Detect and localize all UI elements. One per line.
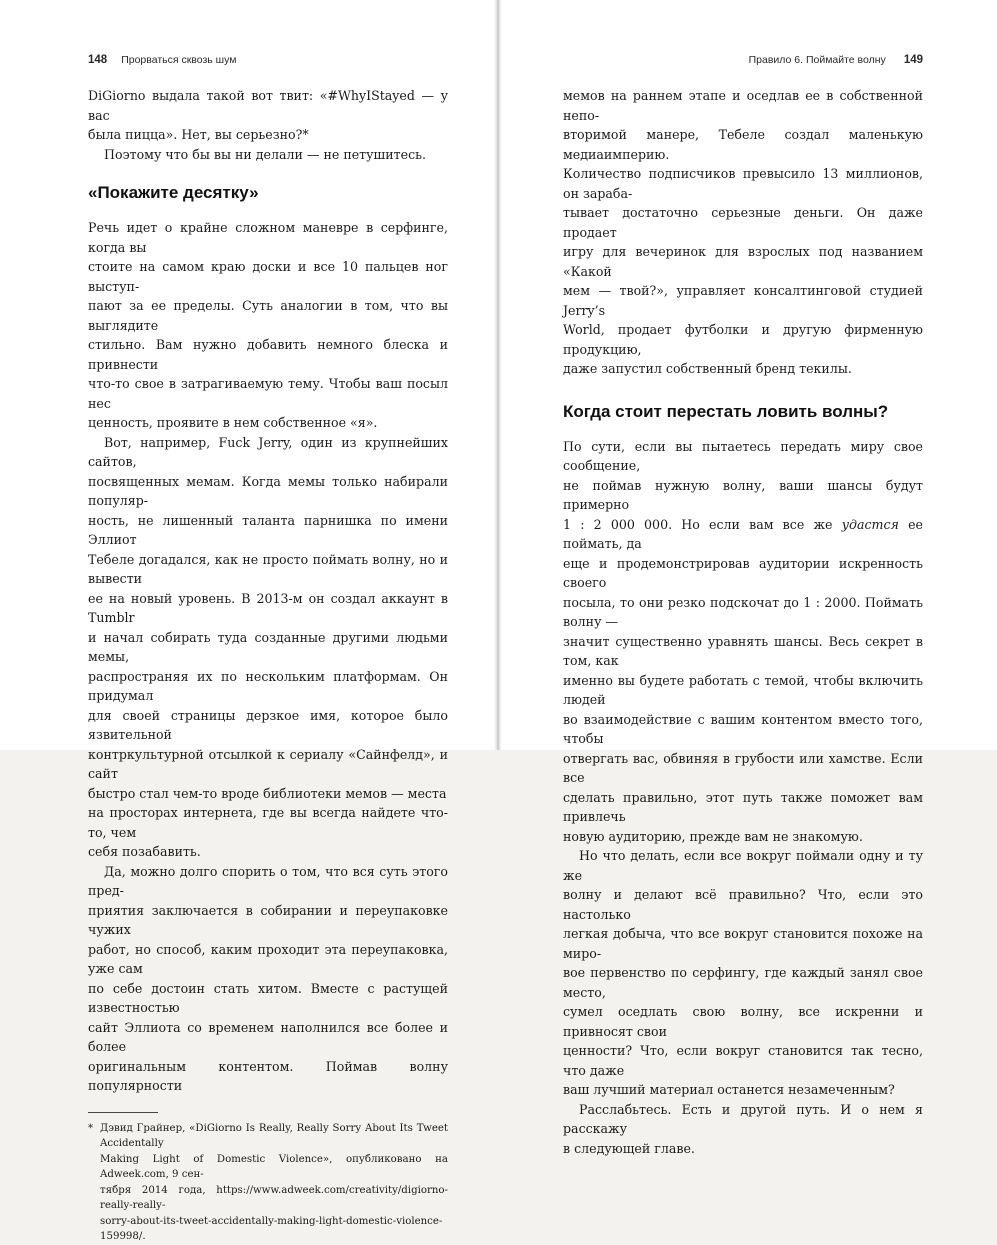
right-page bbox=[501, 0, 997, 1156]
paragraph: Речь идет о крайне сложном маневре в серфинге, когда вы стоите на самом краю доски и все 10 пальцев ног выступ- пают за ее пределы. Суть аналогии в том, что вы выглядите стильно. Вам нужно добавить немного блеска и привнести что-то свое в затрагиваемую тему. Чтобы ваш посыл нес ценность, проявите в нем собственное «я». bbox=[88, 220, 448, 430]
section-heading: «Покажите десятку» bbox=[88, 183, 259, 202]
left-running-head bbox=[88, 50, 448, 70]
footnote: * Дэвид Грайнер, «DiGiorno Is Really, Really Sorry About Its Tweet Accidentally Making Light of Domestic Violence», опубликовано на Adweek.com, 9 сен- тября 2014 года, https://www.adweek.com/creativity/digiorno-really-really- sorry-about-its-tweet-accidentally-making-light-domestic-violence-159998/. bbox=[88, 1122, 448, 1242]
paragraph: Но что делать, если все вокруг поймали одну и ту же волну и делают всё правильно? Что, если это настолько легкая добыча, что все вокруг становится похоже на миро- вое первенство по серфингу, где каждый занял свое место, сумел оседлать свою волну, все искренни и привносят свои ценности? Что, если вокруг становится так тесно, что даже ваш лучший материал останется незамеченным? bbox=[563, 848, 923, 1097]
running-title: Правило 6. Поймайте волну bbox=[748, 54, 886, 66]
paragraph: Расслабьтесь. Есть и другой путь. И о нем я расскажу в следующей главе. bbox=[563, 1101, 923, 1156]
paragraph: Вот, например, Fuck Jerry, один из крупнейших сайтов, посвященных мемам. Когда мемы только набирали популяр- ность, не лишенный таланта парнишка по имени Эллиот Тебеле догадался, как не просто поймать волну, но и вывести ее на новый уровень. В 2013-м он создал аккаунт в Tumblr и начал собирать туда созданные другими людьми мемы, распространяя их по нескольким платформам. Он придумал для своей страницы дерзкое имя, которое было язвительной контркультурной отсылкой к сериалу «Сайнфелд», и сайт быстро стал чем-то вроде библиотеки мемов — места на просторах интернета, где вы всегда найдете что-то, чем себя позабавить. bbox=[88, 434, 448, 859]
footnote-mark: * bbox=[88, 1122, 94, 1134]
section-heading: Когда стоит перестать ловить волны? bbox=[563, 401, 889, 421]
paragraph: мемов на раннем этапе и оседлав ее в собственной непо- вторимой манере, Тебеле создал маленькую медиаимперию. Количество подписчиков превысило 13 миллионов, он зараба- тывает достаточно серьезные деньги. Он даже продает игру для вечеринок для взрослых под названием «Какой мем — твой?», управляет консалтинговой студией Jerry’s World, продает футболки и другую фирменную продукцию, даже запустил собственный бренд текилы. bbox=[563, 88, 923, 376]
text-line: 1 : 2 000 000. Но если вам все же удастся ее поймать, да bbox=[563, 516, 923, 551]
paragraph: Поэтому что бы вы ни делали — не петушитесь. bbox=[104, 146, 426, 162]
left-page-content bbox=[88, 50, 448, 1245]
intro-paragraph: DiGiorno выдала такой вот твит: «#WhyIStayed — у вас была пицца». Нет, вы серьезно?* bbox=[88, 88, 448, 142]
left-page bbox=[0, 0, 496, 1242]
footnote-divider bbox=[88, 1112, 158, 1113]
paragraph: По сути, если вы пытаетесь передать миру свое сообщение, не поймав нужную волну, ваши шансы будут примерно 1 : 2 000 000. Но если вам все же удастся ее поймать, да еще и продемонстрировав аудитории искренность своего посыла, то они резко подскочат до 1 : 2000. Поймать волну — значит существенно уравнять шансы. Весь секрет в том, как именно вы будете работать с темой, чтобы включить людей во взаимодействие с вашим контентом вместо того, чтобы отвергать вас, обвиняя в грубости или хамстве. Если все сделать правильно, этот путь также поможет вам привлечь новую аудиторию, прежде вам не знакомую. bbox=[563, 438, 923, 844]
right-running-head bbox=[563, 50, 923, 70]
page-number: 148 bbox=[88, 54, 108, 66]
page-number: 149 bbox=[903, 54, 923, 66]
running-title: Прорваться сквозь шум bbox=[121, 54, 237, 66]
italic-emphasis: удастся bbox=[841, 516, 899, 532]
right-page-content bbox=[563, 50, 923, 1158]
paragraph: Да, можно долго спорить о том, что вся суть этого пред- приятия заключается в собирании и переупаковке чужих работ, но способ, каким проходит эта переупаковка, уже сам по себе достоин стать хитом. Вместе с растущей известностью сайт Эллиота со временем наполнился все более и более оригинальным контентом. Поймав волну популярности bbox=[88, 863, 448, 1093]
